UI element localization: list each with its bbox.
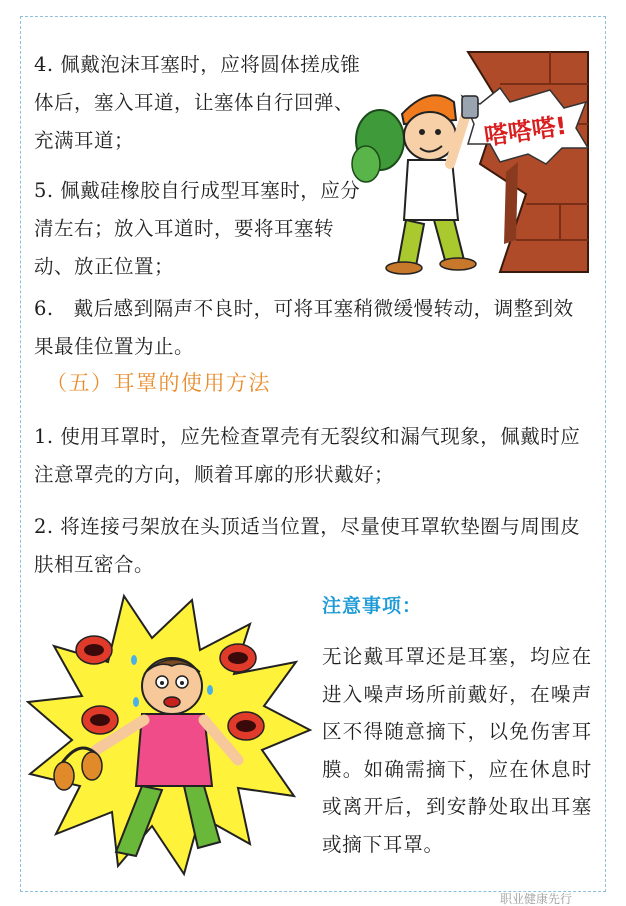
watermark: 职业健康先行: [500, 892, 573, 906]
bush: [352, 110, 404, 182]
noise-text: 嗒嗒嗒!: [482, 111, 569, 151]
earplug-step-4: 4. 佩戴泡沫耳塞时，应将圆体搓成锥体后，塞入耳道，让塞体自行回弹、充满耳道；: [34, 53, 361, 152]
note-body: 无论戴耳罩还是耳塞，均应在进入噪声场所前戴好，在噪声区不得随意摘下，以免伤害耳膜。如确需摘下，应在休息时或离开后，到安静处取出耳塞或摘下耳罩。: [322, 645, 592, 856]
earplug-step-5: 5. 佩戴硅橡胶自行成型耳塞时，应分清左右；放入耳道时，要将耳塞转动、放正位置；: [34, 179, 361, 278]
brick-wall: [468, 52, 588, 272]
drilling-man-illustration: [350, 44, 594, 276]
section-heading: （五）耳罩的使用方法: [46, 371, 271, 395]
earmuff-step-2: 2. 将连接弓架放在头顶适当位置，尽量使耳罩软垫圈与周围皮肤相互密合。: [34, 515, 581, 576]
earmuff-step-1: 1. 使用耳罩时，应先检查罩壳有无裂纹和漏气现象，佩戴时应注意罩壳的方向，顺着耳廓的形状戴好；: [34, 425, 581, 486]
earplug-step-6: 6. 戴后感到隔声不良时，可将耳塞稍微缓慢转动，调整到效果最佳位置为止。: [34, 297, 574, 358]
noise-suffering-illustration: [24, 590, 314, 880]
note-title: 注意事项：: [322, 595, 423, 617]
